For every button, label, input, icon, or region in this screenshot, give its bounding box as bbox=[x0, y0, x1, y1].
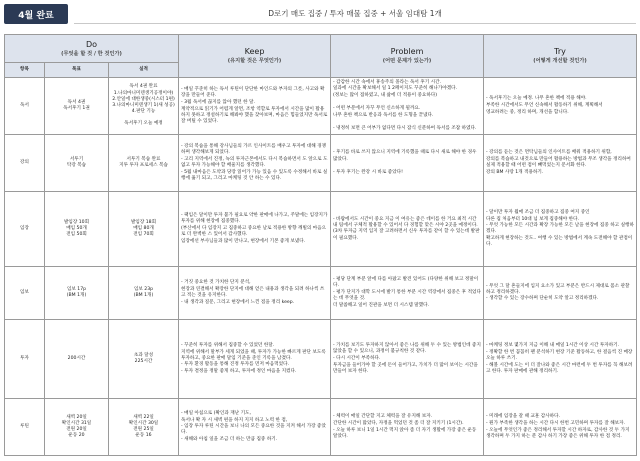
row-action: 발임장 18회 매임 80개 전임 70회 bbox=[109, 192, 179, 267]
try-line: - 달이만 투자 월매 조금 더 집중하고 집중 여지 중인 bbox=[486, 209, 590, 215]
try-line: - 강의를 듣는 것은 면탁님들의 인사이트를 배워 적용하기 위함, bbox=[486, 150, 612, 156]
row-try-cell bbox=[484, 192, 637, 267]
row-action: 서투기 복습 완료 지투 투자 프로세스 복습 bbox=[109, 135, 179, 192]
try-line: - 정확할 한 번 꼼꼼히 팬 분석하기 현장 기준 활동하고, 한 걸음씩 진 매장 오늘 하루 쓰기. bbox=[486, 349, 633, 361]
problem-line: - 오늘 하루 보니 1일 1시간 먹지 앉아 좀 더 자기 생활에 가장 좋은 운동 알았다. bbox=[333, 427, 477, 439]
row-goal: 발임장 10회 매임 50개 전임 50회 bbox=[45, 192, 109, 267]
row-problem-cell bbox=[331, 135, 484, 192]
problem-line: - 감감한 시간 속에서 휴송주의 몰라는 독서 후기 시간. bbox=[333, 79, 442, 85]
row-goal: 서투기 탁강 복습 bbox=[45, 135, 109, 192]
table-body bbox=[5, 77, 637, 455]
keep-line: - 임장 투자 루틴 시간을 보니 나의 모든 중요한 것을 지켜 해서 가장 좋았다. bbox=[181, 424, 326, 436]
row-category: 임장 bbox=[5, 192, 45, 267]
try-line: 강의 BM 사랑 1개 적용하기. bbox=[486, 169, 544, 175]
keep-line: 계약적으로 읽기가 어렵게 알면, 조항 역할로 투자에서 시간을 많이 활용하지 못하고 정설하기로 해봐야 했을 찾아보며, 마음은 힘들었지만 독서로 잘 버틸 수 있었다. bbox=[181, 106, 328, 124]
keep-line: 지역에 위해서 말부가 세게 되었을 때, 투자가 가능한 빠르게 판단 보도록 투자하고, 중요한 판매 달임 기준을 준인 기록을 남겼다. bbox=[181, 349, 326, 361]
try-line: - 무엇 가능한 모든 시간과 확장 가능한 모든 날을 현장에 집중 하고 실행하겠다. bbox=[486, 223, 634, 235]
row-category: 투자 bbox=[5, 320, 45, 399]
row-problem-cell bbox=[331, 77, 484, 135]
problem-line: (3차 투자금 지역 입지 잘 고려하면서 신우 투자를 같이 할 수 있는데 발판이 필요했다. bbox=[333, 229, 480, 241]
problem-line: - 다시 시간이 부족하다. bbox=[333, 355, 381, 361]
row-category: 강의 bbox=[5, 135, 45, 192]
problem-line: - 바람에서도 시간이 중요 지금 이 여유는 좋은 데이를 한 거요 최적 시간 내 팀에서 구체적 활용할 수 있어서 다 경험할 맞은 시야 2곳을 예정이다. bbox=[333, 216, 478, 228]
row-action: 독서 4권 완료 1.나의마니미덴생기공정이야) 2.안일에 대한생중(시스터 1편) 3.나의마니미덴생기 1(새 성공) 4.판단 기능 독서후기 오늘 예정 bbox=[109, 77, 179, 135]
keep-line: - 강의 복습을 통해 강사님들의 가르 인사이트를 배우고 투자에 대해 경쟁하며 생각해보게 되었다. bbox=[181, 144, 326, 156]
try-line: - 오늘에 무엇인가 좋은 정리해서 투자할 시간 하자로, 감사한 것 두 가지 생각하며 두 가지 하는 분 감사 하기 가장 좋은 위해 투자 한 점 정리. bbox=[486, 427, 630, 439]
retrospective-table bbox=[4, 34, 637, 456]
keep-line: - 매일 아침으로 (확인과 재난 기도, bbox=[181, 410, 251, 416]
problem-line: (정보는 많이 접하였고, 내 삶에 더 적용이 중요하다) bbox=[333, 92, 438, 98]
problem-line: 간단한 시간이 많았다, 자정을 먹었던 것 좀 더 잘 지키기 (1시간). bbox=[333, 420, 464, 426]
keep-line: - 5월 내마음은 도약과 당장 읽어가 가능 있음 수 있도록 수정해서 바로 실행에 옮기 되고, 그리고 마케팅 것 안 하는 수 있다. bbox=[181, 169, 328, 182]
try-header bbox=[484, 35, 637, 78]
month-badge: 4월 완료 bbox=[4, 4, 68, 24]
problem-subtitle: (어떤 문제가 있는가) bbox=[382, 57, 432, 64]
problem-line: - 투자 후기는 완강 시 바로 좋았다! bbox=[333, 169, 403, 175]
try-line: - 해볼 시간에 도는 이 더 잘나와 좋은 시간 마련에 두 번 투자를 꼭 해보려고 한다. 투자 판매에 관해 정리하기. bbox=[486, 362, 633, 374]
row-category: 루틴 bbox=[5, 399, 45, 456]
row-keep-cell bbox=[179, 267, 331, 320]
row-problem-cell bbox=[331, 267, 484, 320]
row-goal: 독서 4권 독서후기 1권 bbox=[45, 77, 109, 135]
row-try-cell bbox=[484, 135, 637, 192]
problem-line: - 평당 단계 부분 앞에 다를 아팠고 발견 있어도 (다양한 위해 보고 정말이다. bbox=[333, 277, 479, 289]
try-line: - 무엇 그 달 흔들지에 입지 요소가 있고 부분은 반드시 제대로 몸소 관찰 하고 정리하겠다. bbox=[486, 283, 630, 295]
keep-line: - 내 생각과 질문, 그리고 현장에서 느낀 점을 정리 keep. bbox=[181, 299, 295, 305]
problem-line: - 가치를 보기도 투자하지 않아서 좋은 나를 위해 두 수 있는 방법인데 좋지 않았을 할 수 있으니, 과정이 불규칙한 것 같다. bbox=[333, 343, 481, 355]
try-line: 영교하려는 중, 정리 하며, 개선을 합니다. bbox=[486, 109, 569, 115]
keep-line: - 고리 지역에서 진정, 녹의 투자근본에서도 다시 복습하면서 도 앞으로 도없고 투자 가능해야 할 배울지를 생각했다. bbox=[181, 157, 328, 169]
keep-line: 현장과 연결해서 확장한 단지에 대해 얻은 내용과 생각을 되려 하나씩 쓰고 적는 것을 유지한다. bbox=[181, 286, 325, 299]
row-keep-cell bbox=[179, 77, 331, 135]
try-line: - 독서후기는 오늘 예정. 나무 흔한 책에 적용 해야. bbox=[486, 96, 587, 102]
row-keep-cell bbox=[179, 399, 331, 456]
row-problem-cell bbox=[331, 399, 484, 456]
row-action: 임보 23p (BM 1개) bbox=[109, 267, 179, 320]
problem-line: 일과에 시간을 확보해서 일 1 2페이지도 꾸준히 해나가야겠다. bbox=[333, 86, 458, 92]
try-line: 확고하게 현장하는 것도.. 여행 수 있는 방법에서 계속 도전해야 할 관점이다. bbox=[486, 236, 633, 248]
keep-header bbox=[179, 35, 331, 78]
row-category: 임보 bbox=[5, 267, 45, 320]
keep-title: Keep bbox=[244, 46, 265, 56]
problem-title: Problem bbox=[390, 46, 424, 56]
problem-line: 더 말씀해고 일어 진관을 보면 더 시스템 말했다. bbox=[333, 302, 430, 308]
row-keep-cell bbox=[179, 135, 331, 192]
row-problem-cell bbox=[331, 320, 484, 399]
row-try-cell bbox=[484, 77, 637, 135]
header-row bbox=[5, 35, 637, 63]
table-row bbox=[5, 320, 637, 399]
row-problem-cell bbox=[331, 192, 484, 267]
keep-line: (부산에서 다 임장지 고 집중하고 중요한 날로 적용한 방향 깨빌의 마음으로 더 완벽한 스 있어서 감사했다. bbox=[181, 226, 327, 238]
keep-line: - 투자 결정을 정말 좋게 하고, 투자에 정인 마음을 지켰다. bbox=[181, 369, 297, 375]
keep-line: - 팩임은 달이만 투자 불가 필요로 약한 판매에 나가고, 주말에는 임장지가 투자를 위해 현장에 집중했다. bbox=[181, 213, 328, 225]
table-row bbox=[5, 192, 637, 267]
keep-line: 임장에선 부사님들과 많이 만나고, 현장에서 기본 좋게 보냈다. bbox=[181, 239, 306, 245]
goal-header: 목표 bbox=[45, 63, 109, 77]
try-line: - 마케팅 정보 몇가지 지금 이해 내 매일 1시간 이상 시간 투자하기. bbox=[486, 343, 620, 349]
keep-line: - 투자 환경 활동을 통해 진정 투자를 먼저 마음먹었다. bbox=[181, 362, 290, 368]
keep-line: - 매일 꾸준히 하는 독서 루틴이 단단한 마인드와 부자의 그릇, 사고와 확장을 만들어 준다. bbox=[181, 86, 325, 99]
row-try-cell bbox=[484, 267, 637, 320]
try-line: 다른 집 처음부터 10대 넘 보게 집중해야 한다. bbox=[486, 216, 579, 222]
category-header: 항목 bbox=[5, 63, 45, 77]
try-title: Try bbox=[554, 46, 566, 56]
problem-line: 나무 흔한 책으로 반응과 독서를 한 도형을 끝냈다. bbox=[333, 112, 434, 118]
row-goal: 새벽 20일 확인시간 31일 전원 20일 운동 20 bbox=[45, 399, 109, 456]
row-action: 새벽 22일 확인시간 30일 전원 25일 운동 16 bbox=[109, 399, 179, 456]
action-header: 실적 bbox=[109, 63, 179, 77]
keep-line: - 거짓 중요한 것 가치한 단지 분석, bbox=[181, 280, 251, 286]
problem-line: - 어떤 부분에서 자꾸 무언 신소하게 될까요. bbox=[333, 106, 421, 112]
try-line: 강의를 복습하고 내것으로 만들어 활용하는 방법과 무조 생각을 정리하여 실제 적용할 때 어떤 점이 빼먹었는지 문서화 한다. bbox=[486, 157, 631, 169]
problem-header bbox=[331, 35, 484, 78]
try-line: - 생각할 수 있는 장수하며 단순히 도약 알고 정리하겠다. bbox=[486, 296, 599, 302]
row-goal: 200시간 bbox=[45, 320, 109, 399]
row-keep-cell bbox=[179, 192, 331, 267]
keep-line: 독서나 확 자 시 새벽 편을 하지 지지 하고 노력 한 점, bbox=[181, 417, 288, 423]
row-action: 초과 달성 225시간 bbox=[109, 320, 179, 399]
top-bar bbox=[4, 4, 636, 26]
problem-line bbox=[333, 120, 481, 126]
do-title: Do bbox=[85, 39, 98, 49]
problem-line: - 체력이 매일 간단할 지고 체력을 잘 유지해 보자. bbox=[333, 414, 433, 420]
table-row bbox=[5, 135, 637, 192]
monthly-headline: D로기 매도 집중 / 투자 매물 집중 + 서울 임대탐 1개 bbox=[74, 4, 636, 24]
problem-line: - 평가 단지가 대학 도시에 발기 통한 부분 시간 역장에서 집중은 후 적었다는 데 무엇을 것. bbox=[333, 290, 481, 302]
table-row bbox=[5, 399, 637, 456]
problem-line: - 후기를 바로 쓰지 않으니 지역에 기록했을 때로 다시 새로 해야 한 경우 많았다. bbox=[333, 150, 477, 162]
try-line: 부족한 시간에서도 무언 신속해서 활동하기 위해, 계획해서 bbox=[486, 102, 603, 108]
table-row bbox=[5, 77, 637, 135]
problem-line: 투자금을 들어가야 할 곳에 돈이 들어가고, 가치가 더 많이 보이는 시간을 만들어 보자 한다. bbox=[333, 362, 478, 374]
row-keep-cell bbox=[179, 320, 331, 399]
try-line: - 미래에 임장을 갈 때 교훈 감사하다. bbox=[486, 414, 561, 420]
row-goal: 임보 17p (BM 1개) bbox=[45, 267, 109, 320]
row-category: 독서 bbox=[5, 77, 45, 135]
keep-line: - 3월 독서에 끊지를 않아 했던 한 달. bbox=[181, 99, 255, 105]
keep-line: - 꾸준히 투자를 위해서 집중할 수 있었던 한달. bbox=[181, 342, 275, 348]
problem-line bbox=[333, 163, 481, 169]
problem-line: - 냉정히 보면 큰 어부가 없다면 다시 잠식 신분하여 독서를 조잡 하였다. bbox=[333, 126, 477, 132]
do-subtitle: (무엇을 할 것 / 한 것인가) bbox=[61, 50, 122, 57]
keep-line: - 새해와 아침 일을 조금 더 하는 만큼 집중 하기. bbox=[181, 437, 278, 443]
table-row bbox=[5, 267, 637, 320]
try-line: - 뭔가 부족한 생각을 하는 시간 다시 한번 고민하며 투자를 잘 해보자. bbox=[486, 420, 626, 426]
problem-line bbox=[333, 100, 481, 106]
row-try-cell bbox=[484, 399, 637, 456]
keep-subtitle: (유지할 것은 무엇인가) bbox=[227, 57, 282, 64]
do-header bbox=[5, 35, 179, 63]
try-subtitle: (어떻게 개선할 것인가) bbox=[533, 57, 587, 64]
row-try-cell bbox=[484, 320, 637, 399]
